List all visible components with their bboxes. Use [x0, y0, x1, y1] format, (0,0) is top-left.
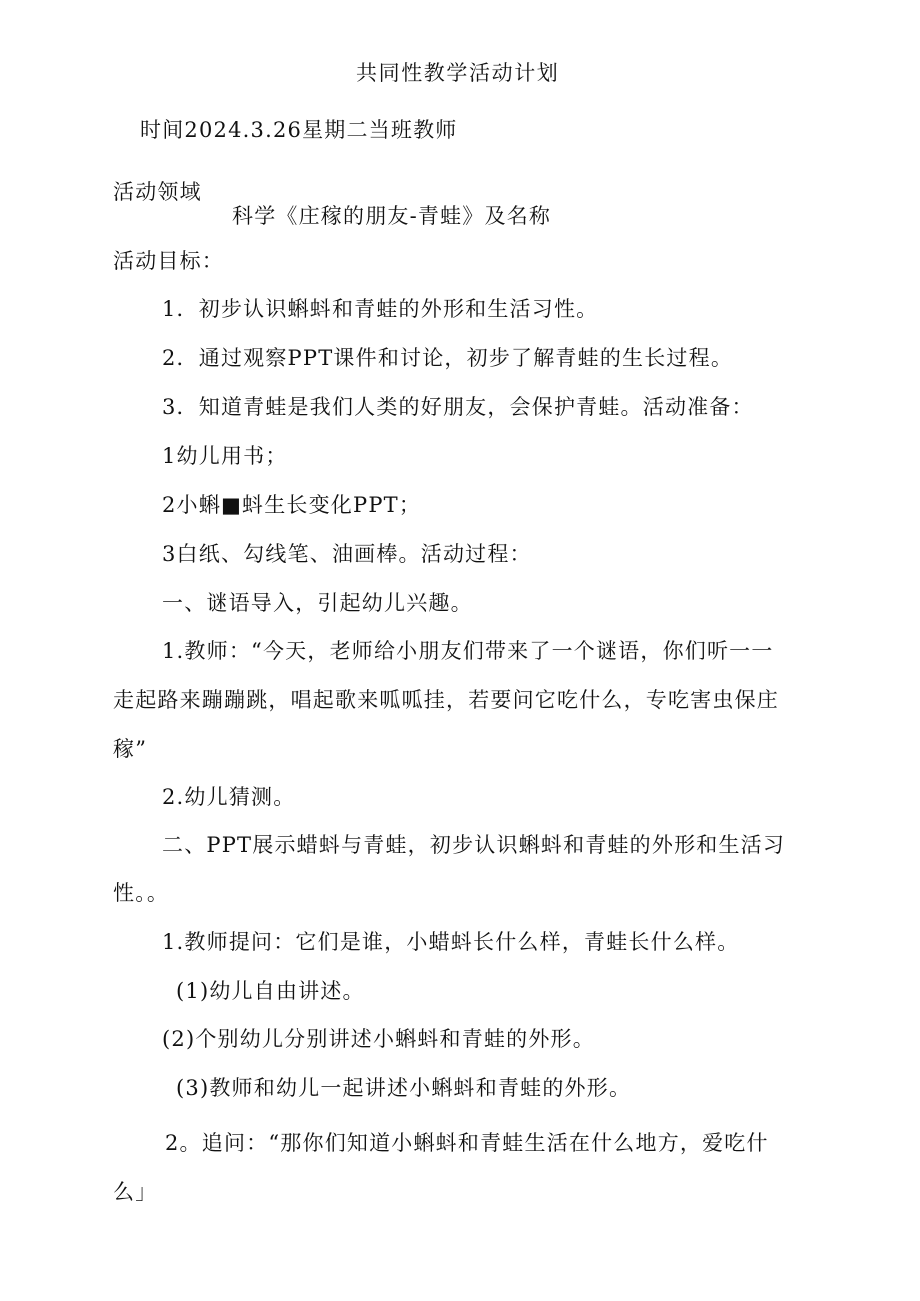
step-text-line: 1.教师提问：它们是谁，小蜡蚪长什么样，青蛙长什么样。 — [162, 930, 740, 954]
step-text-line: 1.教师：“今天，老师给小朋友们带来了一个谜语，你们听一一 — [162, 639, 774, 663]
step-text-line: 走起路来蹦蹦跳，唱起歌来呱呱挂，若要问它吃什么，专吃害虫保庄 — [113, 688, 779, 712]
step-text-line: 2.幼儿猜测。 — [162, 785, 296, 809]
goals-label: 活动目标： — [113, 249, 224, 273]
goal-item: 3．知道青蛙是我们人类的好朋友，会保护青蛙。活动准备： — [162, 395, 754, 419]
goal-item: 2．通过观察PPT课件和讨论，初步了解青蛙的生长过程。 — [162, 346, 734, 370]
step-text-line: 稼” — [113, 737, 148, 761]
section-heading-2-cont: 性。。 — [113, 881, 170, 905]
activity-name-text: 科学《庄稼的朋友-青蛙》及名称 — [232, 204, 552, 228]
prep-item: 3白纸、勾线笔、油画棒。活动过程： — [162, 542, 532, 566]
prep-item: 2小蝌■蚪生长变化PPT； — [162, 493, 422, 517]
sub-item: (3)教师和幼儿一起讲述小蝌蚪和青蛙的外形。 — [176, 1076, 632, 1100]
goal-item: 1．初步认识蝌蚪和青蛙的外形和生活习性。 — [162, 297, 599, 321]
time-teacher-line: 时间2024.3.26星期二当班教师 — [140, 118, 458, 142]
step-text-line: 么」 — [113, 1180, 158, 1204]
document-title: 共同性教学活动计划 — [356, 61, 560, 85]
prep-item: 1幼儿用书； — [162, 444, 288, 468]
step-text-line: 2。追问：“那你们知道小蝌蚪和青蛙生活在什么地方，爱吃什 — [165, 1131, 769, 1155]
activity-area-label: 活动领域 — [113, 180, 202, 204]
sub-item: (2)个别幼儿分别讲述小蝌蚪和青蛙的外形。 — [162, 1027, 595, 1051]
section-heading-1: 一、谜语导入，引起幼儿兴趣。 — [162, 591, 473, 615]
sub-item: (1)幼儿自由讲述。 — [176, 979, 365, 1003]
section-heading-2: 二、PPT展示蜡蚪与青蛙，初步认识蝌蚪和青蛙的外形和生活习 — [162, 833, 786, 857]
